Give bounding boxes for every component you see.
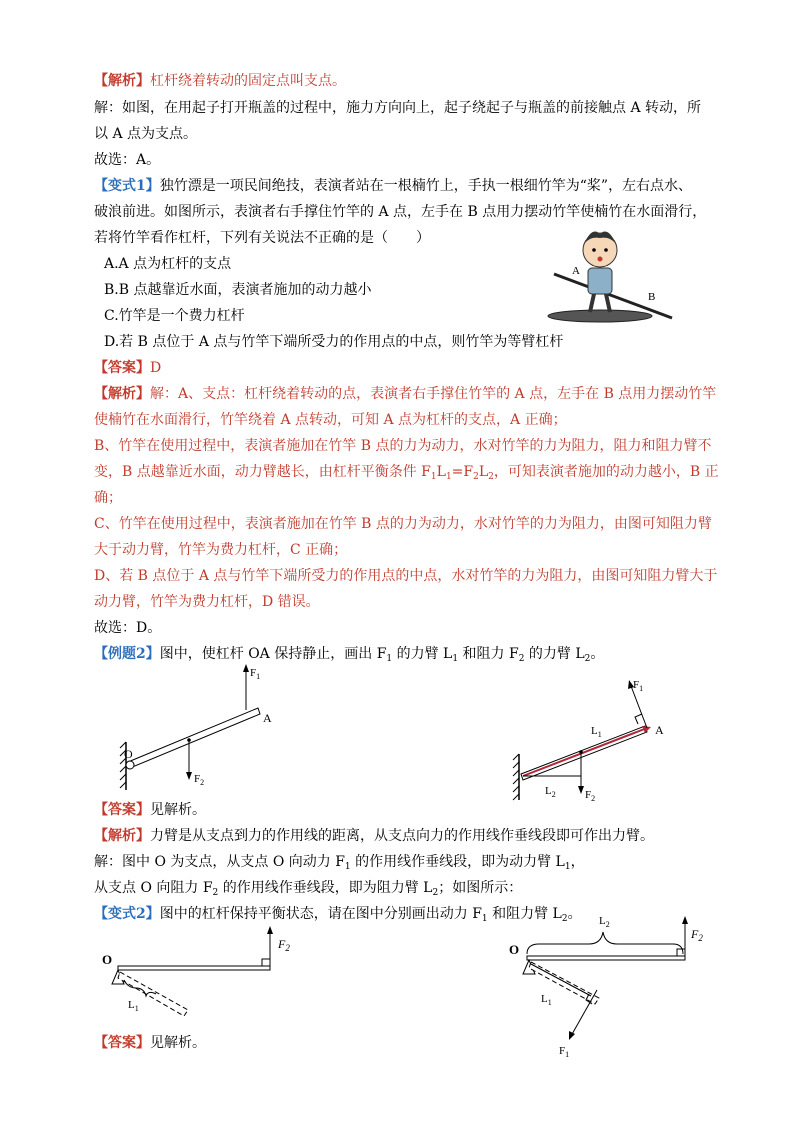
- example2-q-mid2: 和阻力 F: [458, 646, 519, 662]
- lever: [527, 956, 685, 960]
- sub-1: 1: [481, 914, 488, 924]
- sub-2: 2: [212, 888, 219, 898]
- example2-sol2-pre: 从支点 O 向阻力 F: [94, 880, 213, 896]
- example2-solution-line-1: [94, 851, 585, 873]
- sub-2: 2: [561, 914, 568, 924]
- q1-analysis-text: 杠杆绕着转动的固定点叫支点。: [150, 73, 346, 89]
- label-l2: $L_2$: [545, 785, 556, 799]
- variant1-an-2b-post: ，可知表演者施加的动力越小，B 正: [493, 464, 719, 480]
- label-l2: $L_2$: [599, 915, 610, 929]
- answer-tag: 【答案】: [94, 360, 150, 376]
- example2-answer-line: [94, 799, 206, 821]
- formula-l: L: [478, 464, 489, 480]
- example2-q-end: 。: [590, 646, 605, 662]
- lever-oa: [128, 708, 260, 768]
- variant1-question-line-2: 破浪前进。如图所示，表演者右手撑住竹竿的 A 点，左手在 B 点用力摆动竹竿使楠竹在水面滑行，: [94, 204, 707, 220]
- sub-2: 2: [584, 654, 591, 664]
- example2-answer: 见解析。: [150, 802, 206, 818]
- label-f2: $F_2$: [194, 773, 205, 787]
- example2-sol1-end: ，: [570, 854, 585, 870]
- label-l1: $L_1$: [128, 999, 139, 1013]
- label-f1: $F_1$: [633, 679, 644, 693]
- example2-q-mid3: 的力臂 L: [524, 646, 585, 662]
- arm-l1: [531, 964, 591, 996]
- performer-mouth: [598, 257, 603, 262]
- sub-1: 1: [344, 862, 351, 872]
- right-angle: [635, 714, 642, 724]
- sub-2: 2: [432, 888, 439, 898]
- sub-1: 1: [564, 862, 571, 872]
- example2-an-text: 力臂是从支点到力的作用线的距离，从支点向力的作用线作垂线段即可作出力臂。: [150, 828, 654, 844]
- arrowhead: [267, 926, 273, 934]
- variant1-question-line-3: 若将竹竿看作杠杆，下列有关说法不正确的是（ ）: [94, 230, 430, 246]
- variant1-q-text-1: 独竹漂是一项民间绝技，表演者站在一根楠竹上，手执一根细竹竿为“桨”，左右点水、: [159, 178, 693, 194]
- label-l1: $L_1$: [541, 993, 552, 1007]
- performer-body: [588, 268, 612, 294]
- sub-2: 2: [488, 472, 494, 482]
- label-f2: $F_2$: [278, 937, 290, 953]
- example2-q-mid1: 的力臂 L: [392, 646, 453, 662]
- label-a: A: [263, 711, 272, 725]
- example2-analysis-line: [94, 825, 654, 847]
- figure-label-a: A: [572, 265, 580, 277]
- bamboo-log: [548, 310, 652, 322]
- analysis-tag: 【解析】: [94, 828, 150, 844]
- variant1-analysis-line-1: [94, 383, 716, 405]
- sub-1: 1: [430, 472, 437, 482]
- q1-analysis-line: [94, 70, 346, 92]
- analysis-tag: 【解析】: [94, 386, 150, 402]
- variant1-option-c: C.竹竿是一个费力杠杆: [104, 308, 245, 324]
- variant1-analysis-line-4: [94, 461, 719, 483]
- variant2-answer: 见解析。: [150, 1035, 206, 1051]
- variant1-analysis-line-9: 动力臂，竹竿为费力杠杆，D 错误。: [94, 594, 320, 610]
- example2-tag: 【例题2】: [94, 646, 160, 662]
- q1-solution-line-1: 解：如图，在用起子打开瓶盖的过程中，施力方向向上，起子绕起子与瓶盖的前接触点 A 转动，所: [94, 100, 702, 116]
- example2-sol1-pre: 解：图中 O 为支点，从支点 O 向动力 F: [94, 854, 345, 870]
- answer-tag: 【答案】: [94, 1035, 150, 1051]
- answer-tag: 【答案】: [94, 802, 150, 818]
- example2-figure-answer: [505, 670, 685, 810]
- sub-2: 2: [518, 654, 525, 664]
- variant1-an-2b-pre: 变，B 点越靠近水面，动力臂越长，由杠杆平衡条件 F: [94, 464, 431, 480]
- variant1-analysis-line-6: C、竹竿在使用过程中，表演者施加在竹竿 B 点的力为动力，水对竹竿的力为阻力，由图可知阻力臂: [94, 516, 712, 532]
- variant1-option-a: A.A 点为杠杆的支点: [104, 256, 232, 272]
- arrowhead: [243, 664, 249, 672]
- wall-hatch: [513, 754, 519, 800]
- formula-f: F: [463, 464, 474, 480]
- variant1-choice: 故选：D。: [94, 620, 162, 636]
- label-f2: $F_2$: [691, 927, 703, 943]
- variant1-analysis-line-5: 确；: [94, 490, 122, 506]
- formula-l: L: [436, 464, 446, 480]
- arm-l1: [523, 728, 647, 776]
- example2-sol2-post: 的作用线作垂线段，即为阻力臂 L: [218, 880, 433, 896]
- variant2-figure-question: [100, 922, 290, 1026]
- variant1-analysis-line-8: D、若 B 点位于 A 点与竹竿下端所受力的作用点的中点，水对竹竿的力为阻力，由图可知阻力臂大于: [94, 568, 718, 584]
- lever: [118, 966, 270, 970]
- label-f1: $F_1$: [250, 667, 261, 681]
- variant2-q-end: 。: [567, 906, 582, 922]
- variant2-q-pre: 图中的杠杆保持平衡状态，请在图中分别画出动力 F: [159, 906, 482, 922]
- variant2-answer-line: [94, 1032, 206, 1054]
- label-o: O: [102, 952, 113, 967]
- right-angle: [262, 959, 270, 966]
- variant1-analysis-line-2: 使楠竹在水面滑行，竹竿绕着 A 点转动，可知 A 点为杠杆的支点，A 正确；: [94, 412, 567, 428]
- label-o: O: [124, 747, 133, 761]
- example2-q-pre: 图中，使杠杆 OA 保持静止，画出 F: [159, 646, 387, 662]
- variant1-analysis-line-3: B、竹竿在使用过程中，表演者施加在竹竿 B 点的力为动力，水对竹竿的力为阻力，阻力和阻力臂不: [94, 438, 712, 454]
- sub-1: 1: [386, 654, 393, 664]
- analysis-tag: 【解析】: [94, 73, 150, 89]
- pivot: [126, 761, 134, 769]
- label-f1: $F_1$: [559, 1045, 570, 1059]
- arrowhead: [569, 1031, 575, 1040]
- variant1-an-1a: 解：A、支点：杠杆绕着转动的点，表演者右手撑住竹竿的 A 点，左手在 B 点用力摆动竹竿: [150, 386, 717, 402]
- performer-leg: [606, 294, 610, 312]
- label-f2: $F_2$: [585, 789, 596, 803]
- variant1-option-d: D.若 B 点位于 A 点与竹竿下端所受力的作用点的中点，则竹竿为等臂杠杆: [104, 334, 564, 350]
- variant1-answer-line: [94, 357, 161, 379]
- example2-figure-question: [110, 662, 290, 802]
- q1-solution-line-2: 以 A 点为支点。: [94, 126, 198, 142]
- variant1-option-b: B.B 点越靠近水面，表演者施加的动力越小: [104, 282, 372, 298]
- formula-eq: =: [451, 464, 464, 480]
- variant1-analysis-line-7: 大于动力臂，竹竿为费力杠杆，C 正确；: [94, 542, 348, 558]
- arrowhead: [682, 916, 688, 924]
- label-a: A: [655, 723, 664, 737]
- example2-solution-line-2: [94, 877, 522, 899]
- variant1-tag: 【变式1】: [94, 178, 160, 194]
- sub-2: 2: [473, 472, 479, 482]
- performer-leg: [590, 294, 594, 312]
- variant1-figure: [540, 220, 680, 330]
- label-l1: $L_1$: [591, 725, 602, 739]
- example2-sol2-end: ；如图所示：: [438, 880, 523, 896]
- figure-label-b: B: [648, 291, 656, 303]
- variant1-question-line-1: [94, 175, 692, 197]
- arrowhead: [186, 772, 192, 780]
- variant2-figure-answer: [505, 908, 705, 1058]
- brace-l2: [527, 932, 683, 954]
- sub-1: 1: [452, 654, 459, 664]
- right-angle: [677, 949, 685, 956]
- variant1-answer: D: [150, 360, 162, 376]
- sub-1: 1: [445, 472, 452, 482]
- performer-eye: [592, 248, 596, 252]
- variant2-q-mid: 和阻力臂 L: [487, 906, 562, 922]
- q1-choice: 故选：A。: [94, 152, 161, 168]
- label-o: O: [509, 942, 520, 957]
- example2-sol1-post: 的作用线作垂线段，即为动力臂 L: [350, 854, 565, 870]
- arrowhead: [578, 786, 584, 794]
- performer-eye: [604, 248, 608, 252]
- variant2-tag: 【变式2】: [94, 906, 160, 922]
